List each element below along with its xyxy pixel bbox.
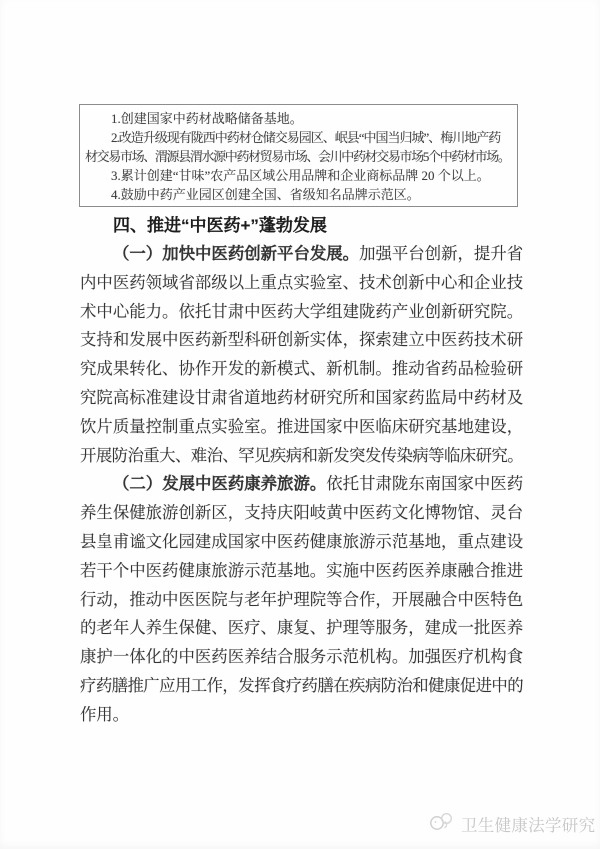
box-line: 1.创建国家中药材战略储备基地。: [111, 111, 303, 126]
body-line: 作用。: [80, 704, 129, 724]
box-line: 3.累计创建“甘味”农产品区域公用品牌和企业商标品牌 20 个以上。: [111, 168, 490, 183]
callout-box: [79, 104, 518, 207]
box-line: 2.改造升级现有陇西中药材仓储交易园区、岷县“中国当归城”、梅川地产药: [111, 130, 501, 145]
body-line: [80, 470, 523, 499]
body-line: 开展防治重大、难治、罕见疾病和新发突发传染病等临床研究。: [80, 445, 523, 465]
paragraph-lead: （二）发展中医药康养旅游。: [113, 474, 327, 494]
body-line: 术中心能力。依托甘肃中医药大学组建陇药产业创新研究院。: [80, 301, 523, 321]
body-line: 究成果转化、协作开发的新模式、新机制。推动省药品检验研: [80, 359, 523, 379]
body-line: 若干个中医药健康旅游示范基地。实施中医药医养康融合推进: [80, 560, 523, 580]
body-line-text: 加强平台创新，提升省: [359, 244, 523, 263]
body-line: 究院高标准建设甘肃省道地药材研究所和国家药监局中药材及: [80, 387, 523, 407]
body-line-text: 依托甘肃陇东南国家中医药: [326, 474, 523, 494]
body-line: 支持和发展中医药新型科研创新实体，探索建立中医药技术研: [80, 330, 523, 350]
body-line: 县皇甫谧文化园建成国家中医药健康旅游示范基地，重点建设: [80, 531, 523, 551]
body-line: 饮片质量控制重点实验室。推进国家中医临床研究基地建设，: [80, 416, 523, 436]
body-line: 内中医药领域省部级以上重点实验室、技术创新中心和企业技: [80, 272, 523, 292]
watermark-text: 卫生健康法学研究: [461, 816, 596, 835]
body-line: [80, 240, 523, 269]
body-line: 疗药膳推广应用工作，发挥食疗药膳在疾病防治和健康促进中的: [80, 675, 523, 695]
paragraph-lead: （一）加快中医药创新平台发展。: [113, 244, 360, 263]
body-line: 的老年人养生保健、医疗、康复、护理等服务，建成一批医养: [80, 618, 523, 638]
body-line: 行动，推动中医医院与老年护理院等合作，开展融合中医特色: [80, 589, 523, 609]
body-text: [80, 240, 523, 730]
doodle-seal-icon: [429, 810, 456, 837]
section-heading: 四、推进“中医药+”蓬勃发展: [113, 216, 327, 235]
body-line: 养生保健旅游创新区，支持庆阳岐黄中医药文化博物馆、灵台: [80, 503, 523, 523]
box-line: 材交易市场、渭源县渭水源中药材贸易市场、会川中药材交易市场5个中药材市场。: [85, 149, 510, 164]
watermark: [429, 810, 595, 837]
body-line: 康护一体化的中医药医养结合服务示范机构。加强医疗机构食: [80, 647, 523, 667]
box-line: 4.鼓励中药产业园区创建全国、省级知名品牌示范区。: [111, 187, 420, 202]
